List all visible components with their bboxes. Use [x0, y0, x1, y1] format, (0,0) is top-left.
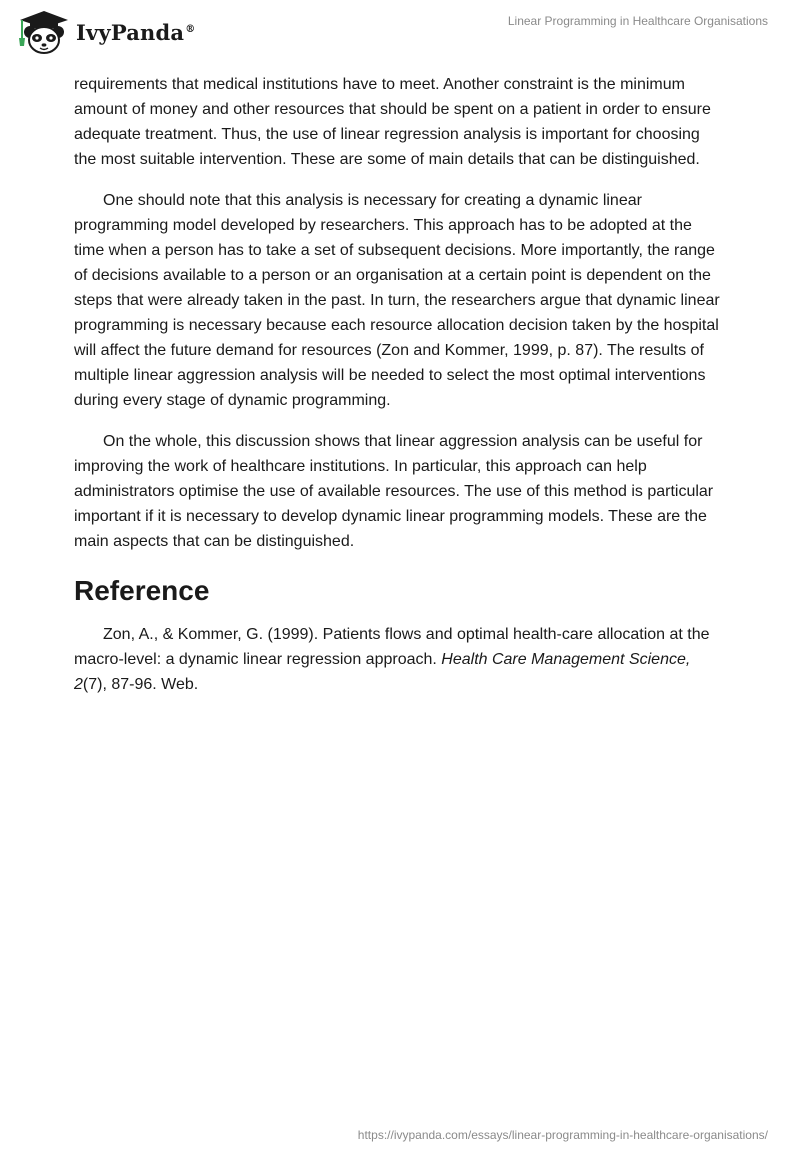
ivypanda-logo[interactable]: [14, 8, 195, 56]
reference-entry: [74, 622, 724, 697]
paragraph-1: requirements that medical institutions have to meet. Another constraint is the minimum amount of money and other resources that should be spent on a patient in order to ensure adequate treatment. Thus, the use of linear regression analysis is important for choosing the most suitable intervention. These are some of main details that can be distinguished.: [74, 76, 711, 168]
panda-graduate-icon: [14, 8, 70, 56]
page-header: [0, 0, 800, 64]
reference-entry-details: (7), 87-96. Web.: [82, 676, 199, 693]
reference-heading: Reference: [74, 575, 210, 606]
paragraph-3: On the whole, this discussion shows that linear aggression analysis can be useful for improving the work of healthcare institutions. In particular, this approach can help administrators optimise the use of available resources. The use of this method is particular important if it is necessary to develop dynamic linear programming models. These are the main aspects that can be distinguished.: [74, 433, 714, 550]
essay-content: [74, 72, 724, 697]
reference-entry-journal: Health Care Management Science, 2: [74, 651, 691, 693]
logo-wordmark: IvyPanda®: [76, 19, 196, 45]
paragraph-2: One should note that this analysis is necessary for creating a dynamic linear programming model developed by researchers. This approach has to be adopted at the time when a person has to take a set of subsequent decisions. More importantly, the range of decisions available to a person or an organisation at a certain point is dependent on the steps that were already taken in the past. In turn, the researchers argue that dynamic linear programming is necessary because each resource allocation decision taken by the hospital will affect the future demand for resources (Zon and Kommer, 1999, p. 87). The results of multiple linear aggression analysis will be needed to select the most optimal interventions during every stage of dynamic programming.: [74, 192, 720, 409]
running-title: Linear Programming in Healthcare Organisations: [507, 14, 768, 28]
reference-entry-authors: Zon, A., & Kommer, G. (1999). Patients flows and optimal health-care allocation at the macro-level: a dynamic linear regression approach.: [74, 626, 710, 668]
source-url-link[interactable]: https://ivypanda.com/essays/linear-programming-in-healthcare-organisations/: [357, 1128, 768, 1142]
